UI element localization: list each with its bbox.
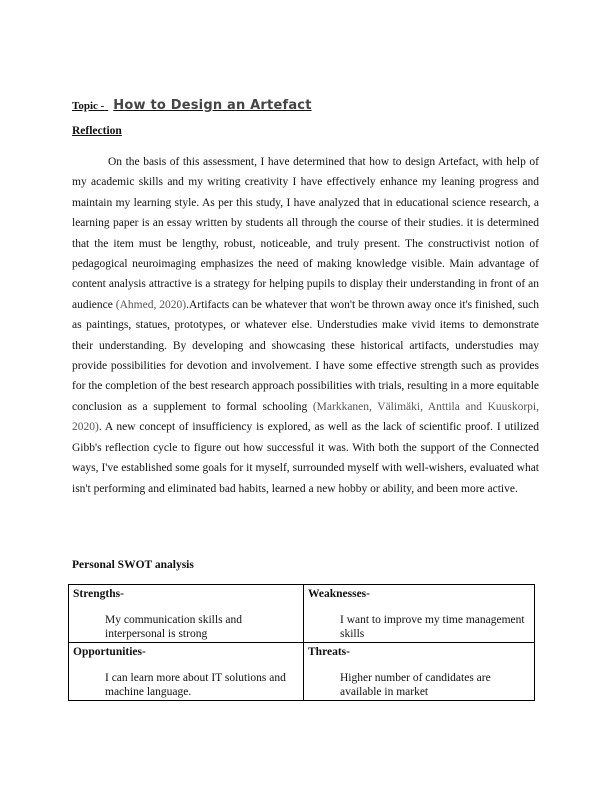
strengths-label: Strengths- xyxy=(73,588,124,600)
weaknesses-text: I want to improve my time management skills xyxy=(340,614,525,640)
reflection-text-part1: On the basis of this assessment, I have determined that how to design Artefact, with help of my academic skills and my writing creativity I have effectively enhance my leaning progress and maintain my learning style. As per this study, I have analyzed that in educational science research, a learning paper is an essay written by students all through the course of their studies. it is determined that the item must be lengthy, robust, noticeable, and truly present. The constructivist notion of pedagogical neuroimaging emphasizes the need of making knowledge visible. Main advantage of content analysis attractive is a strategy for helping pupils to display their understanding in front of an audience xyxy=(72,156,539,311)
opportunities-label: Opportunities- xyxy=(73,646,146,658)
citation-markkanen: (Markkanen, Välimäki, Anttila and Kuuskorpi, 2020) xyxy=(72,400,539,434)
swot-heading: Personal SWOT analysis xyxy=(72,559,194,571)
threats-text: Higher number of candidates are available in market xyxy=(340,672,491,698)
swot-cell-threats xyxy=(304,643,535,701)
threats-label: Threats- xyxy=(308,646,350,658)
topic-heading xyxy=(72,96,312,114)
swot-row xyxy=(69,643,535,701)
topic-title: How to Design an Artefact xyxy=(113,98,312,113)
citation-ahmed: (Ahmed, 2020) xyxy=(115,298,187,311)
swot-table xyxy=(68,584,535,701)
reflection-paragraph xyxy=(72,152,539,499)
swot-cell-opportunities xyxy=(69,643,304,701)
reflection-text-part3: . A new concept of insufficiency is explored, as well as the lack of scientific proof. I utilized Gibb's reflection cycle to figure out how successful it was. With both the support of the Connected ways, I've established some goals for it myself, surrounded myself with well-wishers, evaluated what isn't performing and eliminated bad habits, learned a new hobby or ability, and been more active. xyxy=(72,421,539,495)
strengths-text: My communication skills and interpersonal is strong xyxy=(105,614,243,640)
reflection-heading: Reflection xyxy=(72,125,122,137)
opportunities-text: I can learn more about IT solutions and machine language. xyxy=(105,672,286,698)
swot-row xyxy=(69,585,535,643)
swot-cell-weaknesses xyxy=(304,585,535,643)
swot-cell-strengths xyxy=(69,585,304,643)
topic-lead: Topic - xyxy=(72,100,105,112)
weaknesses-label: Weaknesses- xyxy=(308,588,370,600)
reflection-text-part2: .Artifacts can be whatever that won't be thrown away once it's finished, such as paintings, statues, prototypes, or whatever else. Understudies make vivid items to demonstrate their understanding. By developing and showcasing these historical artifacts, understudies may provide possibilities for devotion and involvement. I have some effective strength such as provides for the completion of the best research approach possibilities with trials, resulting in a more equitable conclusion as a supplement to formal schooling xyxy=(72,298,539,413)
